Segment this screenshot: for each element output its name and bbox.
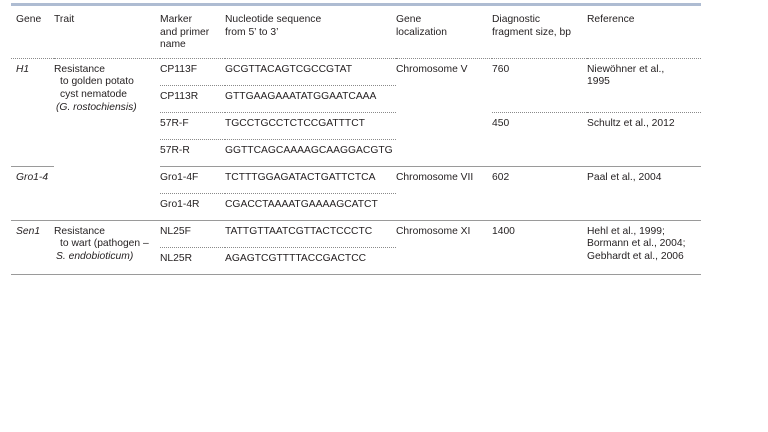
fragment-text: 760 (492, 63, 510, 75)
header-sequence-line: from 5’ to 3’ (225, 26, 279, 38)
marker-name: CP113F (160, 63, 198, 75)
gene-name: Gro1-4 (16, 171, 49, 183)
sequence-cell (225, 166, 396, 193)
reference-line: Paal et al., 2004 (587, 171, 662, 183)
marker-name: 57R-F (160, 117, 189, 129)
gene-cell (11, 166, 54, 220)
trait-line-italic: S. endobioticum) (56, 250, 134, 262)
trait-line: Resistance (54, 63, 105, 75)
marker-name: NL25R (160, 252, 193, 264)
fragment-text: 450 (492, 117, 510, 129)
sequence-text: AGAGTCGTTTTACCGACTCC (225, 252, 367, 264)
sequence-cell (225, 220, 396, 247)
reference-line: Schultz et al., 2012 (587, 117, 675, 129)
trait-cell (54, 220, 160, 274)
marker-cell (160, 85, 225, 112)
gene-name: H1 (16, 63, 30, 75)
reference-cell (587, 112, 701, 166)
marker-name: 57R-R (160, 144, 190, 156)
fragment-cell (492, 220, 587, 274)
sequence-text: GTTGAAGAAATATGGAATCAAA (225, 90, 377, 102)
header-marker-line: and primer (160, 26, 210, 38)
sequence-cell (225, 112, 396, 139)
header-reference (587, 6, 701, 58)
sequence-text: CGACCTAAAATGAAAAGCATCT (225, 198, 378, 210)
fragment-cell (492, 166, 587, 220)
reference-cell (587, 166, 701, 220)
gene-cell (11, 58, 54, 166)
sequence-text: GGTTCAGCAAAAGCAAGGACGTG (225, 144, 393, 156)
fragment-text: 602 (492, 171, 510, 183)
trait-line: Resistance (54, 225, 105, 237)
reference-line: Gebhardt et al., 2006 (587, 250, 684, 262)
header-row (11, 6, 701, 58)
marker-cell (160, 220, 225, 247)
sequence-cell (225, 58, 396, 85)
localization-cell (396, 220, 492, 274)
localization-cell (396, 58, 492, 166)
header-localization (396, 6, 492, 58)
marker-cell (160, 166, 225, 193)
reference-line: 1995 (587, 76, 610, 88)
marker-cell (160, 139, 225, 166)
sequence-cell (225, 193, 396, 220)
sequence-text: GCGTTACAGTCGCCGTAT (225, 63, 352, 75)
header-marker-line: Marker (160, 14, 193, 25)
trait-cell (54, 58, 160, 220)
table-row (11, 58, 701, 85)
trait-line-italic: (G. rostochiensis) (56, 101, 137, 113)
header-gene-label: Gene (16, 14, 42, 25)
reference-line: Niewöhner et al., (587, 63, 665, 75)
marker-name: CP113R (160, 90, 199, 102)
header-sequence-line: Nucleotide sequence (225, 14, 322, 25)
gene-cell (11, 220, 54, 274)
header-localization-line: Gene (396, 14, 422, 25)
fragment-text: 1400 (492, 225, 515, 237)
header-localization-line: localization (396, 26, 447, 38)
sequence-cell (225, 139, 396, 166)
header-marker (160, 6, 225, 58)
reference-cell (587, 220, 701, 274)
marker-cell (160, 193, 225, 220)
localization-text: Chromosome XI (396, 225, 471, 237)
trait-line: cyst nematode (60, 88, 127, 100)
reference-line: Hehl et al., 1999; (587, 225, 665, 237)
header-fragment (492, 6, 587, 58)
header-fragment-line: fragment size, bp (492, 26, 571, 38)
header-marker-line: name (160, 39, 186, 51)
primer-table-container (11, 3, 701, 275)
sequence-cell (225, 247, 396, 274)
sequence-text: TCTTTGGAGATACTGATTCTCA (225, 171, 376, 183)
localization-text: Chromosome VII (396, 171, 474, 183)
header-fragment-line: Diagnostic (492, 14, 541, 25)
sequence-cell (225, 85, 396, 112)
reference-line: Bormann et al., 2004; (587, 238, 686, 250)
marker-cell (160, 112, 225, 139)
gene-name: Sen1 (16, 225, 41, 237)
reference-cell (587, 58, 701, 112)
trait-line: to wart (pathogen – (60, 238, 149, 250)
header-trait-label: Trait (54, 14, 75, 25)
primer-table (11, 6, 701, 275)
marker-name: Gro1-4R (160, 198, 200, 210)
marker-name: NL25F (160, 225, 191, 237)
header-gene (11, 6, 54, 58)
trait-line: to golden potato (60, 76, 134, 88)
sequence-text: TATTGTTAATCGTTACTCCCTC (225, 225, 373, 237)
marker-cell (160, 247, 225, 274)
localization-text: Chromosome V (396, 63, 468, 75)
fragment-cell (492, 112, 587, 166)
header-reference-label: Reference (587, 14, 635, 25)
header-trait (54, 6, 160, 58)
table-row (11, 220, 701, 247)
fragment-cell (492, 58, 587, 112)
header-sequence (225, 6, 396, 58)
localization-cell (396, 166, 492, 220)
marker-name: Gro1-4F (160, 171, 199, 183)
marker-cell (160, 58, 225, 85)
sequence-text: TGCCTGCCTCTCCGATTTCT (225, 117, 365, 129)
